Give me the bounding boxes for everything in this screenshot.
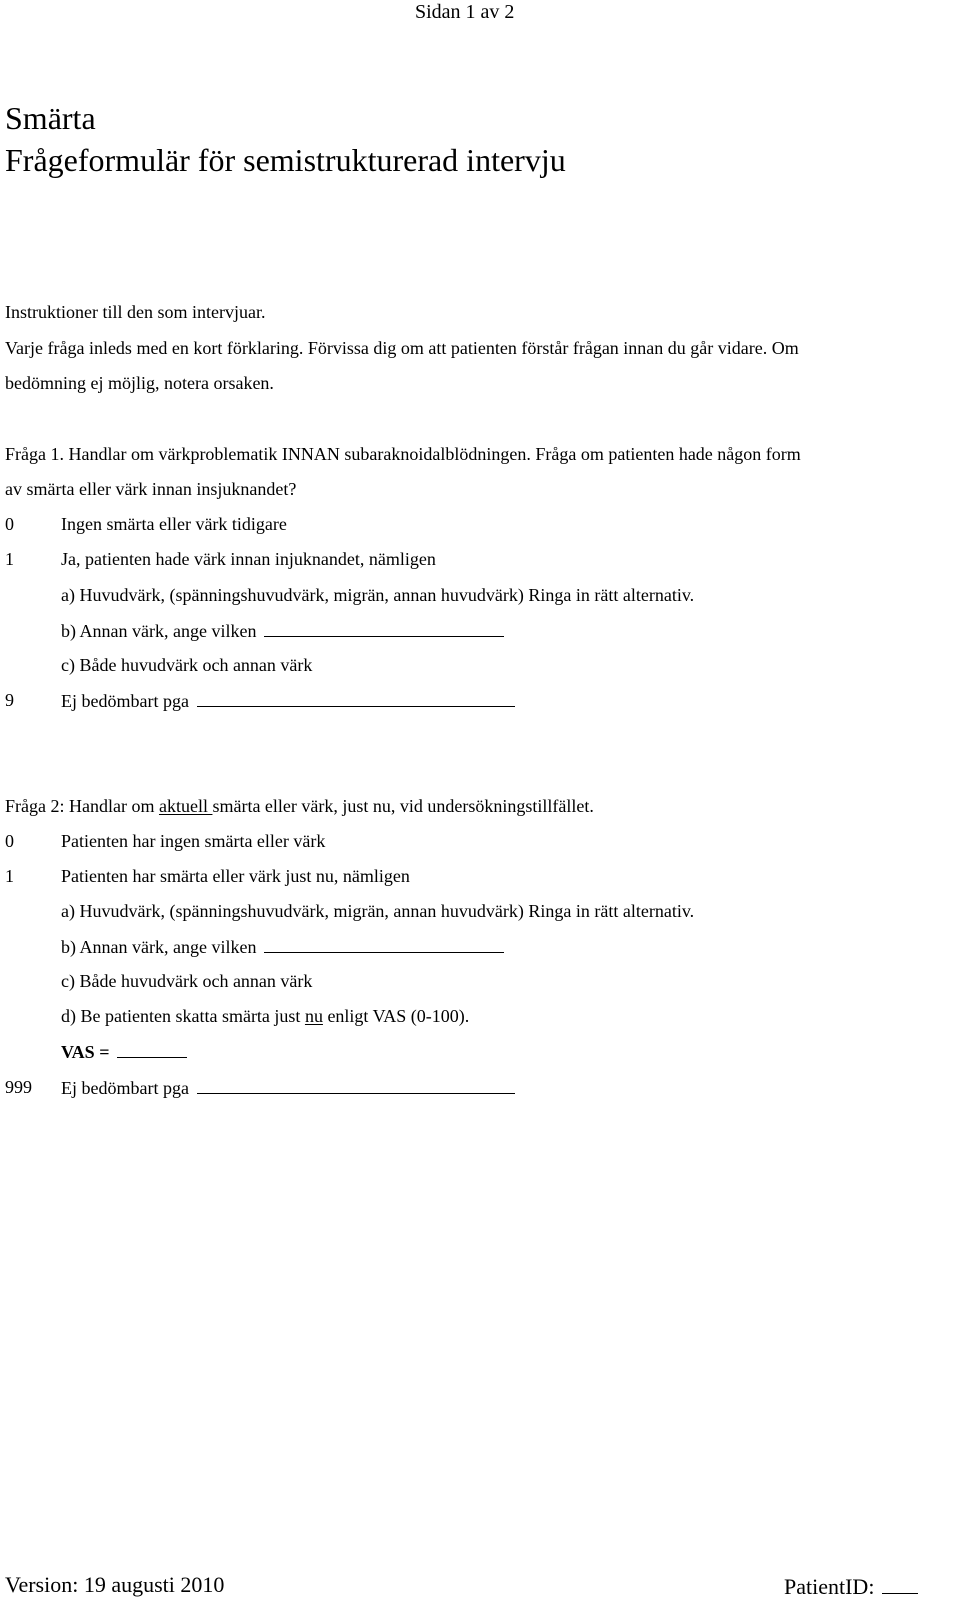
q2-option-0-code: 0 [5, 831, 14, 851]
q1-suboption-b-label: b) Annan värk, ange vilken [61, 621, 257, 641]
patient-id-field[interactable] [882, 1571, 918, 1594]
vas-row [61, 1039, 187, 1064]
q2-d-suffix: enligt VAS (0-100). [322, 1006, 470, 1026]
q2-d-prefix: d) Be patienten skatta smärta just [61, 1006, 305, 1026]
instructions-heading: Instruktioner till den som intervjuar. [5, 302, 266, 322]
q2-option-1-code: 1 [5, 866, 14, 886]
vas-label: VAS = [61, 1042, 110, 1062]
document-title: Smärta [5, 100, 96, 136]
document-subtitle: Frågeformulär för semistrukturerad intervju [5, 142, 566, 178]
q2-not-assessable-field[interactable] [197, 1075, 515, 1094]
instructions-line-1: Varje fråga inleds med en kort förklaring. Förvissa dig om att patienten förstår frågan innan du går vidare. Om [5, 338, 799, 358]
q2-option-999-code: 999 [5, 1077, 32, 1097]
q2-suboption-b-label: b) Annan värk, ange vilken [61, 937, 257, 957]
version-label: Version: 19 augusti 2010 [5, 1572, 225, 1597]
q1-option-9-code: 9 [5, 690, 14, 710]
q2-other-pain-field[interactable] [264, 934, 504, 953]
q1-option-0-text: Ingen smärta eller värk tidigare [61, 514, 287, 534]
q2-option-1-text: Patienten har smärta eller värk just nu, nämligen [61, 866, 410, 886]
q2-suboption-d [61, 1004, 469, 1028]
instructions-line-2: bedömning ej möjlig, notera orsaken. [5, 373, 274, 393]
q1-not-assessable-field[interactable] [197, 688, 515, 707]
q1-suboption-c: c) Både huvudvärk och annan värk [61, 655, 313, 675]
q2-suboption-c: c) Både huvudvärk och annan värk [61, 971, 313, 991]
q2-prefix: Fråga 2: Handlar om [5, 796, 159, 816]
q2-option-999 [61, 1075, 515, 1100]
q2-option-0-text: Patienten har ingen smärta eller värk [61, 831, 326, 851]
q1-other-pain-field[interactable] [264, 618, 504, 637]
q1-option-0-code: 0 [5, 514, 14, 534]
q1-suboption-b [61, 618, 504, 643]
q2-suffix: smärta eller värk, just nu, vid undersökningstillfället. [212, 796, 594, 816]
patient-id-label: PatientID: [784, 1574, 875, 1599]
q2-suboption-b [61, 934, 504, 959]
q1-option-1-text: Ja, patienten hade värk innan injuknandet, nämligen [61, 549, 436, 569]
q1-suboption-a: a) Huvudvärk, (spänningshuvudvärk, migrän, annan huvudvärk) Ringa in rätt alternativ. [61, 585, 695, 605]
q2-option-999-text: Ej bedömbart pga [61, 1078, 189, 1098]
q2-d-emphasis: nu [304, 1006, 323, 1026]
page-number: Sidan 1 av 2 [415, 1, 515, 23]
q2-emphasis: aktuell [158, 796, 213, 816]
patient-id [784, 1571, 918, 1601]
q1-option-9 [61, 688, 515, 713]
question-1-line-1: Fråga 1. Handlar om värkproblematik INNAN subaraknoidalblödningen. Fråga om patienten hade någon form [5, 444, 801, 464]
question-1-line-2: av smärta eller värk innan insjuknandet? [5, 479, 297, 499]
q1-option-1-code: 1 [5, 549, 14, 569]
vas-input-field[interactable] [117, 1039, 187, 1058]
q2-suboption-a: a) Huvudvärk, (spänningshuvudvärk, migrän, annan huvudvärk) Ringa in rätt alternativ. [61, 901, 695, 921]
q1-option-9-text: Ej bedömbart pga [61, 691, 189, 711]
question-2-heading [5, 794, 594, 818]
